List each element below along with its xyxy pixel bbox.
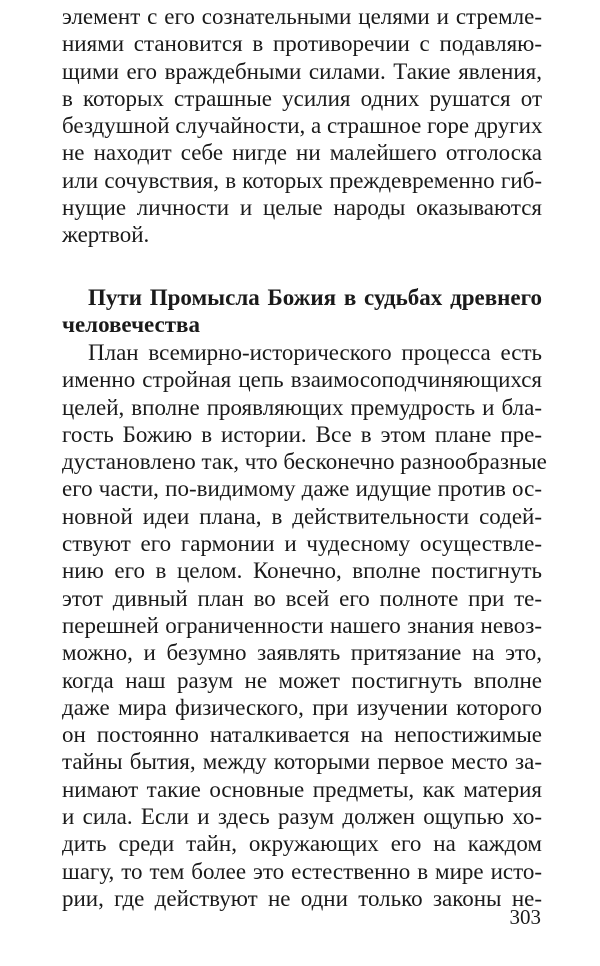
text-line: тайны бытия, между которыми первое место за- bbox=[62, 749, 542, 775]
text-line: перешней ограниченности нашего знания невоз- bbox=[62, 612, 542, 638]
text-line: нимают такие основные предметы, как материя bbox=[62, 776, 542, 802]
text-line: не находит себе нигде ни малейшего отголоска bbox=[62, 140, 542, 166]
text-line: шагу, то тем более это естественно в мире исто- bbox=[62, 858, 542, 884]
text-line: ствуют его гармонии и чудесному осуществле- bbox=[62, 531, 542, 557]
text-line: нущие личности и целые народы оказываются bbox=[62, 195, 542, 221]
text-line: План всемирно-исторического процесса есть bbox=[88, 340, 542, 365]
text-line: человечества bbox=[62, 312, 200, 338]
text-line: и сила. Если и здесь разум должен ощупью хо- bbox=[62, 804, 542, 830]
text-line: он постоянно наталкивается на непостижимые bbox=[62, 722, 542, 748]
text-line: рии, где действуют не одни только законы не- bbox=[62, 885, 542, 911]
section-heading bbox=[62, 284, 542, 339]
text-line: дустановлено так, что бесконечно разнообразные bbox=[62, 449, 547, 475]
text-line: нию его в целом. Конечно, вполне постигнуть bbox=[62, 558, 542, 584]
text-line: именно стройная цепь взаимосоподчиняющихся bbox=[62, 367, 542, 393]
text-line: или сочувствия, в которых преждевременно гиб- bbox=[62, 167, 542, 193]
text-line: дить среди тайн, окружающих его на каждом bbox=[62, 831, 542, 857]
paragraph-plan bbox=[62, 339, 547, 912]
text-line: этот дивный план во всей его полноте при те- bbox=[62, 585, 542, 611]
text-line: щими его враждебными силами. Такие явления, bbox=[62, 58, 542, 84]
text-line: жертвой. bbox=[62, 222, 150, 248]
text-line: ниями становится в противоречии с подавляю- bbox=[62, 31, 542, 57]
text-line: когда наш разум не может постигнуть вполне bbox=[62, 667, 542, 693]
text-line: элемент с его сознательными целями и стремле- bbox=[62, 4, 542, 29]
text-line: Пути Промысла Божия в судьбах древнего bbox=[88, 285, 542, 310]
page-number: 303 bbox=[509, 905, 541, 929]
paragraph-continued bbox=[62, 3, 542, 249]
text-line: его части, по-видимому даже идущие против ос- bbox=[62, 476, 542, 502]
text-line: в которых страшные усилия одних рушатся от bbox=[62, 85, 542, 111]
text-line: гость Божию в истории. Все в этом плане пре- bbox=[62, 421, 542, 447]
text-line: можно, и безумно заявлять притязание на это, bbox=[62, 640, 542, 666]
text-line: даже мира физического, при изучении которого bbox=[62, 694, 542, 720]
text-line: бездушной случайности, а страшное горе других bbox=[62, 113, 543, 139]
text-line: целей, вполне проявляющих премудрость и бла- bbox=[62, 394, 542, 420]
text-line: новной идеи плана, в действительности содей- bbox=[62, 503, 542, 529]
